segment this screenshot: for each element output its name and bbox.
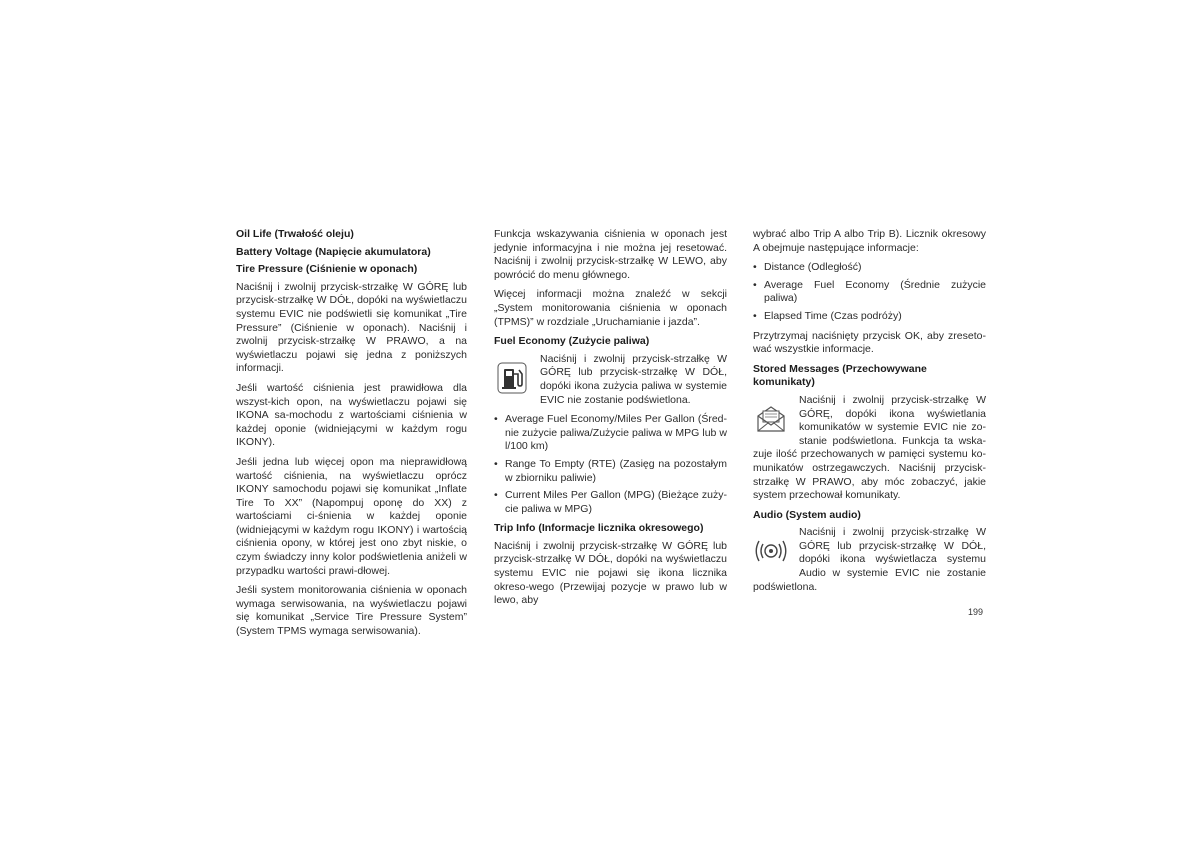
trip-info-list — [753, 261, 986, 323]
column-2 — [494, 228, 727, 614]
list-item: • Current Miles Per Gallon (MPG) (Bieżące zuży-cie paliwa w MPG) — [494, 489, 727, 516]
fuel-economy-heading: Fuel Economy (Zużycie paliwa) — [494, 335, 650, 348]
envelope-icon — [753, 400, 789, 438]
tire-info-paragraph: Funkcja wskazywania ciśnienia w oponach jest jedynie informacyjna i nie można jej resetować. Naciśnij i zwolnij przycisk-strzałkę W LEWO, aby powrócić do menu głównego. — [494, 228, 727, 281]
list-item: • Elapsed Time (Czas podróży) — [753, 310, 986, 324]
fuel-economy-text: Naciśnij i zwolnij przycisk-strzałkę W GÓRĘ lub przycisk-strzałkę W DÓŁ, dopóki ikona zużycia paliwa w systemie EVIC nie zostanie podświetlona. — [540, 352, 727, 406]
stored-messages-section — [753, 394, 986, 503]
tire-pressure-paragraph-1: Naciśnij i zwolnij przycisk-strzałkę W GÓRĘ lub przycisk-strzałkę W DÓŁ, dopóki na wyświetlaczu systemu EVIC nie podświetli się komunikat „Tire Pressure” (Ciśnienie w oponach). Naciśnij i zwolnij przycisk-strzałkę W PRAWO, a na wyświetlaczu pojawi się jedna z poniższych informacji. — [236, 280, 467, 375]
list-item: • Average Fuel Economy (Średnie zużycie paliwa) — [753, 279, 986, 306]
audio-section — [753, 526, 986, 594]
reset-text: Przytrzymaj naciśnięty przycisk OK, aby zreseto-wać wszystkie informacje. — [753, 329, 986, 356]
list-item: • Range To Empty (RTE) (Zasięg na pozostałym w zbiorniku paliwie) — [494, 458, 727, 485]
tire-pressure-paragraph-2: Jeśli wartość ciśnienia jest prawidłowa dla wszyst-kich opon, na wyświetlaczu pojawi się IKONA sa-mochodu z wartościami ciśnienia w każdej oponie (widniejącymi w każdym rogu IKONY). — [236, 381, 467, 449]
battery-voltage-heading: Battery Voltage (Napięcie akumulatora) — [236, 245, 431, 258]
tire-pressure-paragraph-4: Jeśli system monitorowania ciśnienia w oponach wymaga serwisowania, na wyświetlaczu pojawi się komunikat „Service Tire Pressure System” (System TPMS wymaga serwisowania). — [236, 584, 467, 638]
list-item: • Distance (Odległość) — [753, 261, 986, 275]
tire-pressure-paragraph-3: Jeśli jedna lub więcej opon ma nieprawidłową wartość ciśnienia, na wyświetlaczu oprócz IKONY samochodu pojawi się komunikat „Inflate Tire To XX” (Napompuj oponę do XX) z wartościami ci-śnienia w każdej oponie (widniejącymi w każdym rogu IKONY) i wartością ciśnienia opony, w której jest ono zbyt niskie, o czym świadczy inny kolor podświetlenia aniżeli w przypadku wartości prawi-dłowej. — [236, 455, 467, 577]
trip-info-heading: Trip Info (Informacje licznika okresowego) — [494, 522, 704, 535]
column-1 — [236, 228, 467, 645]
oil-life-heading: Oil Life (Trwałość oleju) — [236, 228, 354, 240]
column-3 — [753, 228, 986, 600]
trip-info-text: Naciśnij i zwolnij przycisk-strzałkę W GÓRĘ lub przycisk-strzałkę W DÓŁ, dopóki na wyświetlaczu systemu EVIC nie pojawi się ikona licznika okreso-wego (Przewijaj pozycje w prawo lub w lewo, aby — [494, 539, 727, 607]
page-number: 199 — [968, 607, 984, 617]
audio-text: Naciśnij i zwolnij przycisk-strzałkę W GÓRĘ lub przycisk-strzałkę W DÓŁ, dopóki ikona wyświetlacza systemu Audio w systemie EVIC nie zostanie podświetlona. — [753, 526, 986, 593]
stored-messages-text: Naciśnij i zwolnij przycisk-strzałkę W GÓRĘ, dopóki ikona wyświetlania komunikatów w systemie EVIC nie zo-stanie podświetlona. Funkcja ta wska-zuje ilość przechowanych w pamięci systemu ko-munikatów ostrzegawczych. Naciśnij przycisk-strzałkę W PRAWO, aby móc zobaczyć, jakie system przechował komunikaty. — [753, 393, 986, 502]
list-item: • Average Fuel Economy/Miles Per Gallon (Śred-nie zużycie paliwa/Zużycie paliwa w MPG lub w l/100 km) — [494, 413, 727, 454]
tpms-reference-paragraph: Więcej informacji można znaleźć w sekcji „System monitorowania ciśnienia w oponach (TPMS)” w rozdziale „Uruchamianie i jazda”. — [494, 288, 727, 328]
audio-icon — [753, 532, 789, 570]
fuel-pump-icon — [494, 359, 530, 397]
stored-messages-heading: Stored Messages (Przechowywane komunikaty) — [753, 362, 927, 389]
trip-info-continued: wybrać albo Trip A albo Trip B). Licznik okresowy A obejmuje następujące informacje: — [753, 228, 986, 254]
tire-pressure-heading: Tire Pressure (Ciśnienie w oponach) — [236, 263, 418, 276]
fuel-economy-list — [494, 413, 727, 516]
audio-heading: Audio (System audio) — [753, 508, 861, 521]
fuel-economy-section — [494, 353, 727, 407]
